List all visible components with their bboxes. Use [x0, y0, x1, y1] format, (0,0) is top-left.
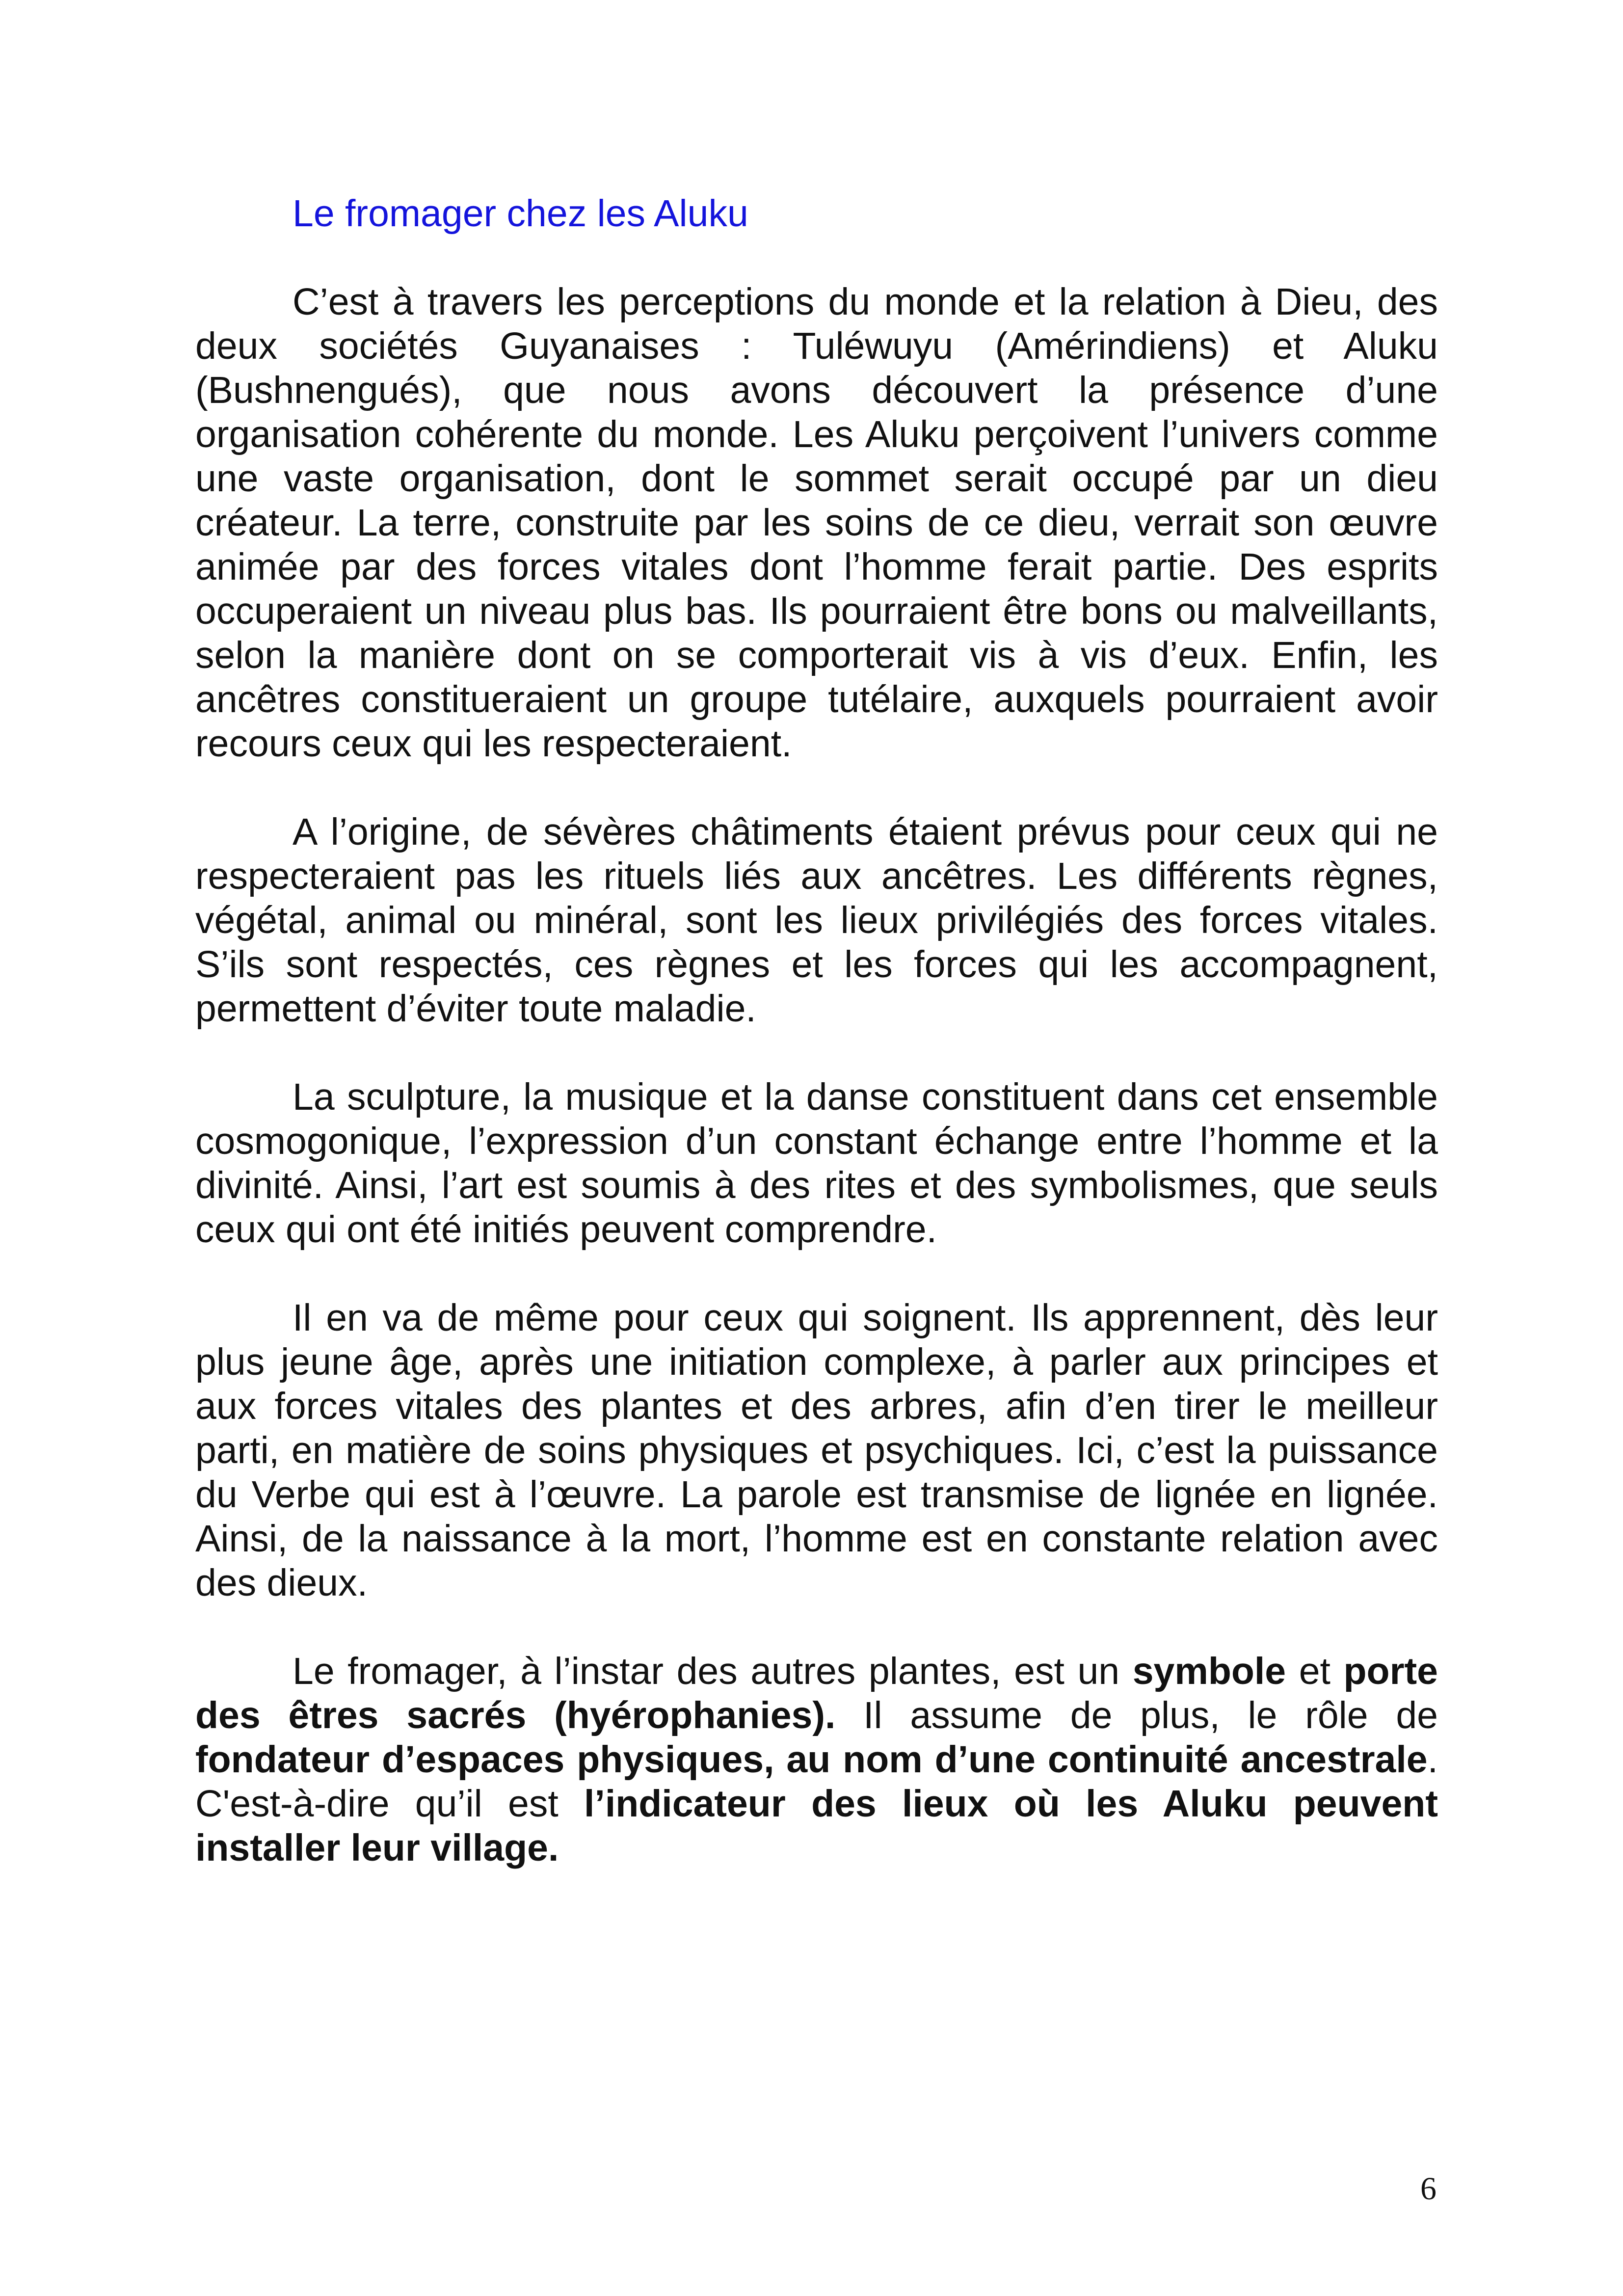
paragraph-5-bold-1: symbole — [1132, 1650, 1286, 1692]
paragraph-5-bold-3: fondateur d’espaces physiques, au nom d’une continuité ancestrale — [195, 1738, 1428, 1781]
paragraph-5-text-1: Le fromager, à l’instar des autres plantes, est un — [293, 1650, 1133, 1692]
page-number: 6 — [1420, 2171, 1437, 2207]
page-body — [195, 191, 1438, 1870]
paragraph-5-text-3: Il assume de plus, le rôle de — [835, 1694, 1438, 1736]
paragraph-5-text-2: et — [1286, 1650, 1344, 1692]
paragraph-1: C’est à travers les perceptions du monde et la relation à Dieu, des deux sociétés Guyanaises : Tuléwuyu (Amérindiens) et Aluku (Bushnengués), que nous avons découvert la présence d’une organisation cohérente du monde. Les Aluku perçoivent l’univers comme une vaste organisation, dont le sommet serait occupé par un dieu créateur. La terre, construite par les soins de ce dieu, verrait son œuvre animée par des forces vitales dont l’homme ferait partie. Des esprits occuperaient un niveau plus bas. Ils pourraient être bons ou malveillants, selon la manière dont on se comporterait vis à vis d’eux. Enfin, les ancêtres constitueraient un groupe tutélaire, auxquels pourraient avoir recours ceux qui les respecteraient. — [195, 281, 1438, 765]
paragraph-3: La sculpture, la musique et la danse constituent dans cet ensemble cosmogonique, l’expression d’un constant échange entre l’homme et la divinité. Ainsi, l’art est soumis à des rites et des symbolismes, que seuls ceux qui ont été initiés peuvent comprendre. — [195, 1076, 1438, 1251]
section-title: Le fromager chez les Aluku — [293, 192, 748, 235]
paragraph-5 — [195, 1649, 1438, 1870]
paragraph-2: A l’origine, de sévères châtiments étaient prévus pour ceux qui ne respecteraient pas les rituels liés aux ancêtres. Les différents règnes, végétal, animal ou minéral, sont les lieux privilégiés des forces vitales. S’ils sont respectés, ces règnes et les forces qui les accompagnent, permettent d’éviter toute maladie. — [195, 811, 1438, 1030]
paragraph-4: Il en va de même pour ceux qui soignent. Ils apprennent, dès leur plus jeune âge, après une initiation complexe, à parler aux principes et aux forces vitales des plantes et des arbres, afin d’en tirer le meilleur parti, en matière de soins physiques et psychiques. Ici, c’est la puissance du Verbe qui est à l’œuvre. La parole est transmise de lignée en lignée. Ainsi, de la naissance à la mort, l’homme est en constante relation avec des dieux. — [195, 1297, 1438, 1604]
paragraph-5-text-4: . C'est-à-dire qu’il est — [195, 1738, 1438, 1825]
paragraph-5-bold-4: l’indicateur des lieux où les Aluku peuvent installer leur village. — [195, 1783, 1438, 1869]
paragraph-5-bold-2: porte des êtres sacrés (hyérophanies). — [195, 1650, 1438, 1736]
